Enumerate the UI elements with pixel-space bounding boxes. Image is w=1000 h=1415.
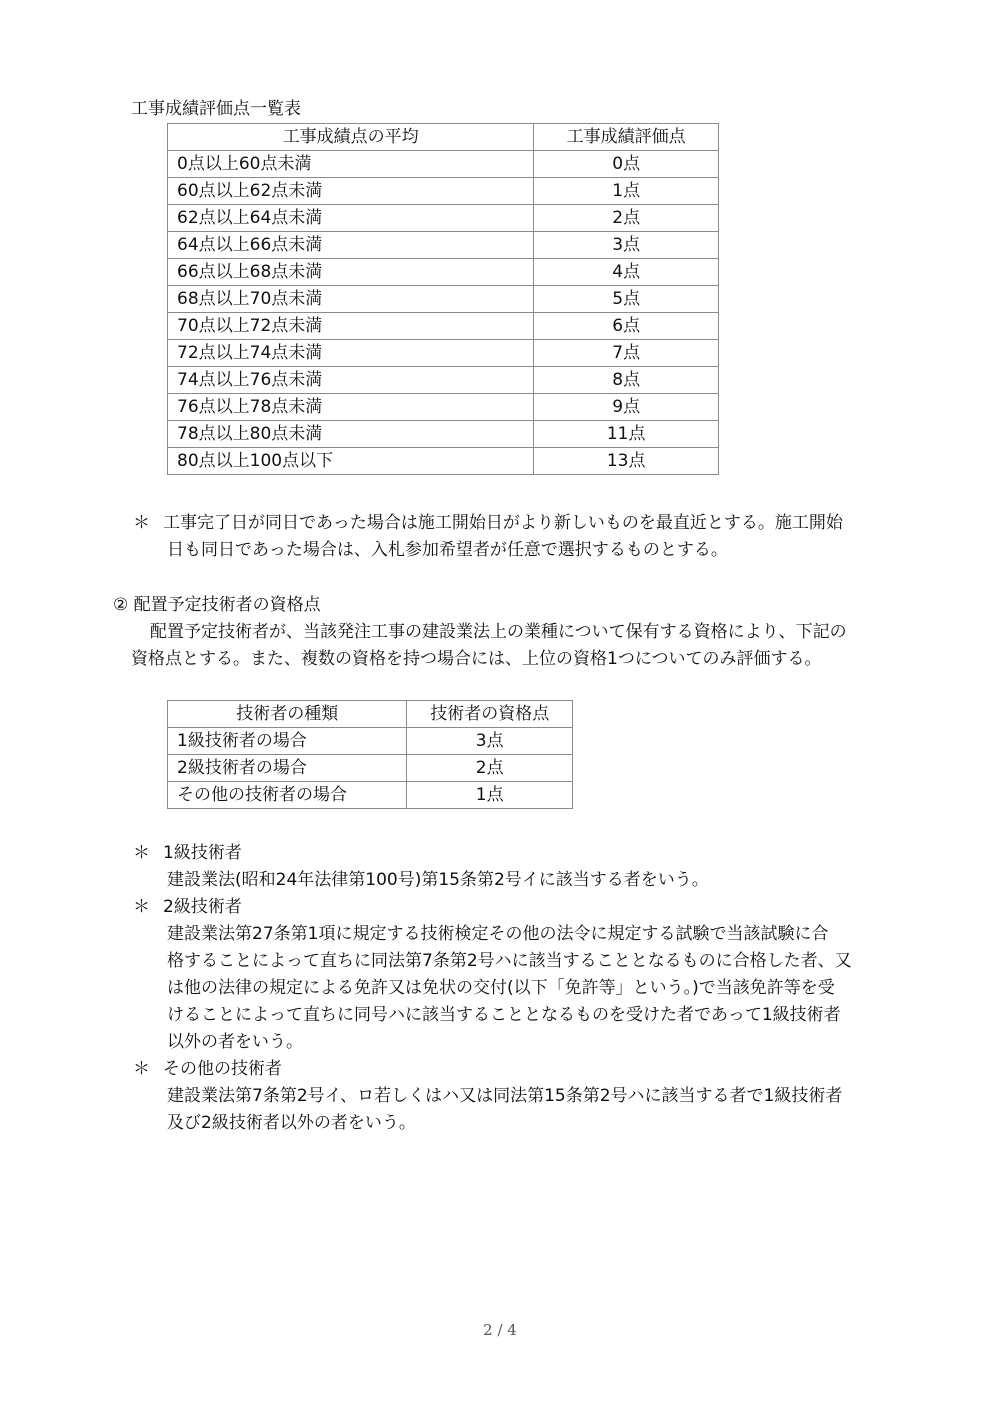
note1-line2: 日も同日であった場合は、入札参加希望者が任意で選択するものとする。 bbox=[167, 540, 728, 560]
table-row bbox=[168, 205, 719, 232]
table-row bbox=[168, 340, 719, 367]
table-cell-value: 11点 bbox=[534, 421, 719, 448]
table1-title: 工事成績評価点一覧表 bbox=[131, 99, 301, 119]
table-cell-label: 60点以上62点未満 bbox=[168, 178, 534, 205]
table-row bbox=[168, 259, 719, 286]
table-header-row bbox=[168, 701, 573, 728]
note-body-line: 建設業法第27条第1項に規定する技術検定その他の法令に規定する試験で当該試験に合 bbox=[167, 924, 829, 944]
asterisk-mark: ＊ bbox=[133, 1059, 150, 1079]
table-row bbox=[168, 151, 719, 178]
table-row bbox=[168, 178, 719, 205]
note-body-line: けることによって直ちに同号ハに該当することとなるものを受けた者であって1級技術者 bbox=[167, 1005, 841, 1025]
table-cell-label: 68点以上70点未満 bbox=[168, 286, 534, 313]
table-cell-label: 1級技術者の場合 bbox=[168, 728, 407, 755]
table-cell-label: その他の技術者の場合 bbox=[168, 782, 407, 809]
table-row bbox=[168, 367, 719, 394]
note-body-line: は他の法律の規定による免許又は免状の交付(以下「免許等」という。)で当該免許等を受 bbox=[167, 978, 835, 998]
table-cell-label: 80点以上100点以下 bbox=[168, 448, 534, 475]
qualification-table bbox=[167, 700, 573, 809]
note-body-line: 及び2級技術者以外の者をいう。 bbox=[167, 1113, 416, 1133]
table-cell-label: 76点以上78点未満 bbox=[168, 394, 534, 421]
section2-heading: ② 配置予定技術者の資格点 bbox=[113, 595, 321, 615]
asterisk-mark: ＊ bbox=[133, 843, 150, 863]
table-cell-value: 1点 bbox=[534, 178, 719, 205]
note-title bbox=[133, 843, 242, 863]
note1-line1: 工事完了日が同日であった場合は施工開始日がより新しいものを最直近とする。施工開始 bbox=[163, 513, 843, 533]
table-header-cell: 技術者の資格点 bbox=[407, 701, 573, 728]
section2-para-line2: 資格点とする。また、複数の資格を持つ場合には、上位の資格1つについてのみ評価する。 bbox=[131, 649, 822, 669]
table-row bbox=[168, 232, 719, 259]
table-cell-value: 9点 bbox=[534, 394, 719, 421]
table-cell-value: 1点 bbox=[407, 782, 573, 809]
note-title bbox=[133, 897, 242, 917]
table-cell-label: 72点以上74点未満 bbox=[168, 340, 534, 367]
note-body-line: 建設業法第7条第2号イ、ロ若しくはハ又は同法第15条第2号ハに該当する者で1級技術者 bbox=[167, 1086, 843, 1106]
table-cell-value: 6点 bbox=[534, 313, 719, 340]
table-row bbox=[168, 313, 719, 340]
note-body-line: 以外の者をいう。 bbox=[167, 1032, 303, 1052]
table-row bbox=[168, 286, 719, 313]
table-cell-label: 2級技術者の場合 bbox=[168, 755, 407, 782]
note-title-text: 2級技術者 bbox=[163, 897, 242, 917]
note-title-text: 1級技術者 bbox=[163, 843, 242, 863]
page-number: 2 / 4 bbox=[483, 1321, 517, 1339]
table-cell-value: 13点 bbox=[534, 448, 719, 475]
table-cell-value: 3点 bbox=[534, 232, 719, 259]
table-cell-label: 66点以上68点未満 bbox=[168, 259, 534, 286]
note-title-text: その他の技術者 bbox=[163, 1059, 282, 1079]
table-cell-value: 4点 bbox=[534, 259, 719, 286]
table-cell-value: 5点 bbox=[534, 286, 719, 313]
asterisk-mark: ＊ bbox=[133, 513, 150, 533]
table-row bbox=[168, 728, 573, 755]
table-header-cell: 工事成績点の平均 bbox=[168, 124, 534, 151]
table-row bbox=[168, 755, 573, 782]
table-cell-label: 70点以上72点未満 bbox=[168, 313, 534, 340]
note-body-line: 格することによって直ちに同法第7条第2号ハに該当することとなるものに合格した者、又 bbox=[167, 951, 852, 971]
score-table bbox=[167, 123, 719, 475]
table-header-cell: 技術者の種類 bbox=[168, 701, 407, 728]
table-cell-value: 0点 bbox=[534, 151, 719, 178]
table-row bbox=[168, 394, 719, 421]
asterisk-mark: ＊ bbox=[133, 897, 150, 917]
note-title bbox=[133, 1059, 282, 1079]
table-row bbox=[168, 782, 573, 809]
table-cell-value: 2点 bbox=[534, 205, 719, 232]
table-cell-label: 78点以上80点未満 bbox=[168, 421, 534, 448]
table-cell-value: 2点 bbox=[407, 755, 573, 782]
section2-para-line1: 配置予定技術者が、当該発注工事の建設業法上の業種について保有する資格により、下記の bbox=[150, 622, 847, 642]
table-cell-label: 64点以上66点未満 bbox=[168, 232, 534, 259]
table-cell-label: 0点以上60点未満 bbox=[168, 151, 534, 178]
note-body-line: 建設業法(昭和24年法律第100号)第15条第2号イに該当する者をいう。 bbox=[167, 870, 709, 890]
table-cell-label: 74点以上76点未満 bbox=[168, 367, 534, 394]
table-cell-value: 3点 bbox=[407, 728, 573, 755]
table-row bbox=[168, 448, 719, 475]
table-header-cell: 工事成績評価点 bbox=[534, 124, 719, 151]
table-row bbox=[168, 421, 719, 448]
note1 bbox=[133, 513, 843, 533]
table-header-row bbox=[168, 124, 719, 151]
table-cell-label: 62点以上64点未満 bbox=[168, 205, 534, 232]
table-cell-value: 7点 bbox=[534, 340, 719, 367]
table-cell-value: 8点 bbox=[534, 367, 719, 394]
